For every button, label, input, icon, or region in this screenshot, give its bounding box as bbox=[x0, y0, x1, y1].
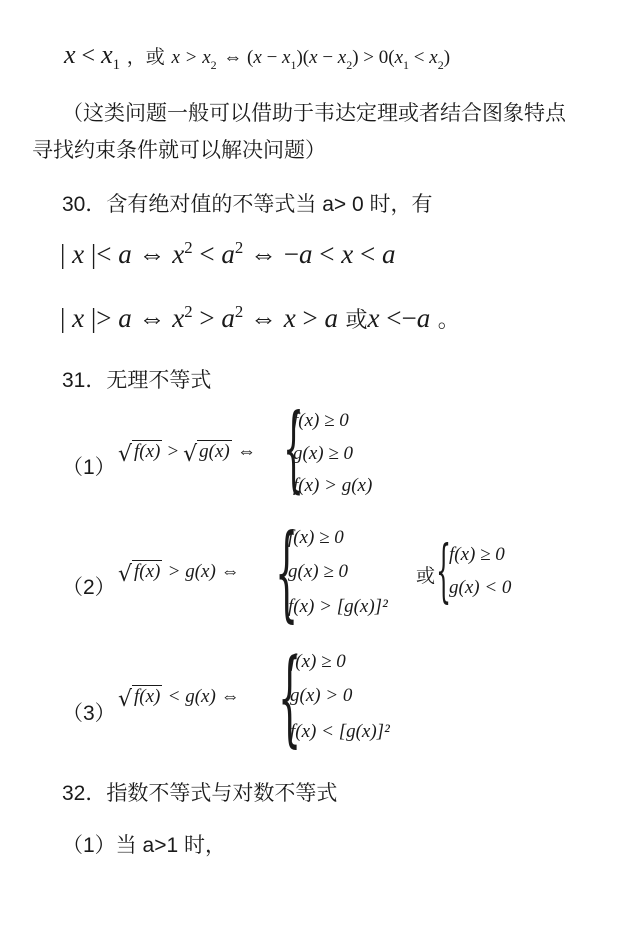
or-text-2: 或 bbox=[345, 308, 368, 333]
case-1-cond-1: f(x) ≥ 0 bbox=[293, 410, 349, 431]
sub-5: 1 bbox=[403, 57, 410, 72]
note-line-1: （这类问题一般可以借助于韦达定理或者结合图象特点 bbox=[62, 102, 566, 125]
section-30-title: 30．含有绝对值的不等式当 a> 0 时，有 bbox=[62, 193, 433, 216]
brace-3: { bbox=[278, 636, 302, 758]
abs-lt-equation: | x |< a ⇔ $x^2 < a^2$ ⇔ −a < x < a bbox=[60, 238, 396, 269]
case-2b-cond-2: g(x) < 0 bbox=[449, 577, 512, 598]
sqrt-f-3: √ f(x) bbox=[118, 686, 161, 712]
period: 。 bbox=[437, 308, 460, 333]
case-3-label: （3） bbox=[62, 702, 116, 725]
case-1-label: （1） bbox=[62, 456, 116, 479]
section-32-sub-1: （1）当 a>1 时， bbox=[62, 834, 226, 857]
section-31-title: 31．无理不等式 bbox=[62, 369, 212, 392]
case-2-cond-3: f(x) > [g(x)]² bbox=[288, 596, 388, 617]
case-2-lhs bbox=[118, 560, 240, 587]
or-text: ，或 bbox=[126, 46, 165, 68]
sub-1: 1 bbox=[112, 56, 121, 73]
case-2-cond-1: f(x) ≥ 0 bbox=[288, 527, 344, 548]
case-2-or: 或 bbox=[416, 565, 436, 587]
sqrt-f: √ f(x) bbox=[118, 441, 161, 467]
sub-4: 2 bbox=[346, 57, 353, 72]
case-3-cond-2: g(x) > 0 bbox=[290, 685, 353, 706]
sqrt-f-2: √ f(x) bbox=[118, 561, 161, 587]
sub-2: 2 bbox=[210, 57, 217, 72]
sub-3: 1 bbox=[290, 57, 297, 72]
brace-2: { bbox=[275, 511, 299, 633]
case-2-rhs: > g(x) ⇔ bbox=[167, 561, 240, 582]
case-1-cond-3: f(x) > g(x) bbox=[293, 475, 373, 496]
inequality-line-1: $x < x_1$ ，或 $x > x_2$ ⇔ $(x - x_1)(x - x_2) > 0(x_1 < x_2)$ bbox=[64, 40, 451, 73]
case-3-cond-1: f(x) ≥ 0 bbox=[290, 651, 346, 672]
case-3-rhs: < g(x) ⇔ bbox=[167, 686, 240, 707]
case-1-lhs: √ f(x) > √ g(x) ⇔ bbox=[118, 441, 256, 467]
section-32-title: 32．指数不等式与对数不等式 bbox=[62, 782, 338, 805]
sub-6: 2 bbox=[437, 57, 444, 72]
note-line-2: 寻找约束条件就可以解决问题） bbox=[32, 139, 326, 162]
case-2-cond-2: g(x) ≥ 0 bbox=[288, 561, 349, 582]
case-2b-cond-1: f(x) ≥ 0 bbox=[449, 544, 505, 565]
case-1-cond-2: g(x) ≥ 0 bbox=[293, 443, 354, 464]
brace-1: { bbox=[283, 394, 304, 503]
case-3-cond-3: f(x) < [g(x)]² bbox=[290, 721, 390, 742]
case-3-lhs bbox=[118, 685, 240, 712]
abs-gt-equation: | x |> a ⇔ $x^2 > a^2$ ⇔ x > a 或x <−a 。 bbox=[60, 302, 460, 333]
brace-2b: { bbox=[436, 532, 452, 611]
case-2-label: （2） bbox=[62, 576, 116, 599]
sqrt-g: √ g(x) bbox=[183, 441, 230, 467]
